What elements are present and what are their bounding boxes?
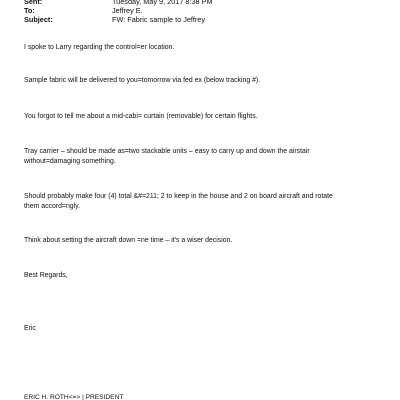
footer-signature-line: ERIC H. ROTH<=> | PRESIDENT [24, 394, 124, 400]
to-row [24, 6, 384, 15]
subject-row [24, 15, 384, 24]
paragraph-four-total: Should probably make four (4) total &#=211; 2 to keep in the house and 2 on board aircraft and rotate them accord=ngly. [24, 193, 333, 210]
paragraph-controller: I spoke to Larry regarding the control=er location. [24, 44, 175, 51]
paragraph-fabric: Sample fabric will be delivered to you=tomorrow via fed ex (below tracking #). [24, 77, 261, 84]
signature-name: Eric [24, 325, 36, 332]
closing-text: Best Regards, [24, 272, 68, 279]
subject-value: FW: Fabric sample to Jeffrey [112, 15, 205, 24]
to-label: To: [24, 6, 35, 15]
paragraph-curtain: You forgot to tell me about a mid-cabi= curtain (removable) for certain flights. [24, 113, 258, 120]
paragraph-tray-carrier: Tray carrier – should be made as=two stackable units – easy to carry up and down the airstair without=damaging something. [24, 148, 310, 165]
subject-label: Subject: [24, 15, 53, 24]
email-header [24, 0, 384, 24]
paragraph-aircraft: Think about setting the aircraft down =ne time – it's a wiser decision. [24, 237, 233, 244]
sent-label: Sent: [24, 0, 43, 6]
to-value: Jeffrey E. [112, 6, 143, 15]
sent-value: Tuesday, May 9, 2017 8:38 PM [112, 0, 213, 6]
